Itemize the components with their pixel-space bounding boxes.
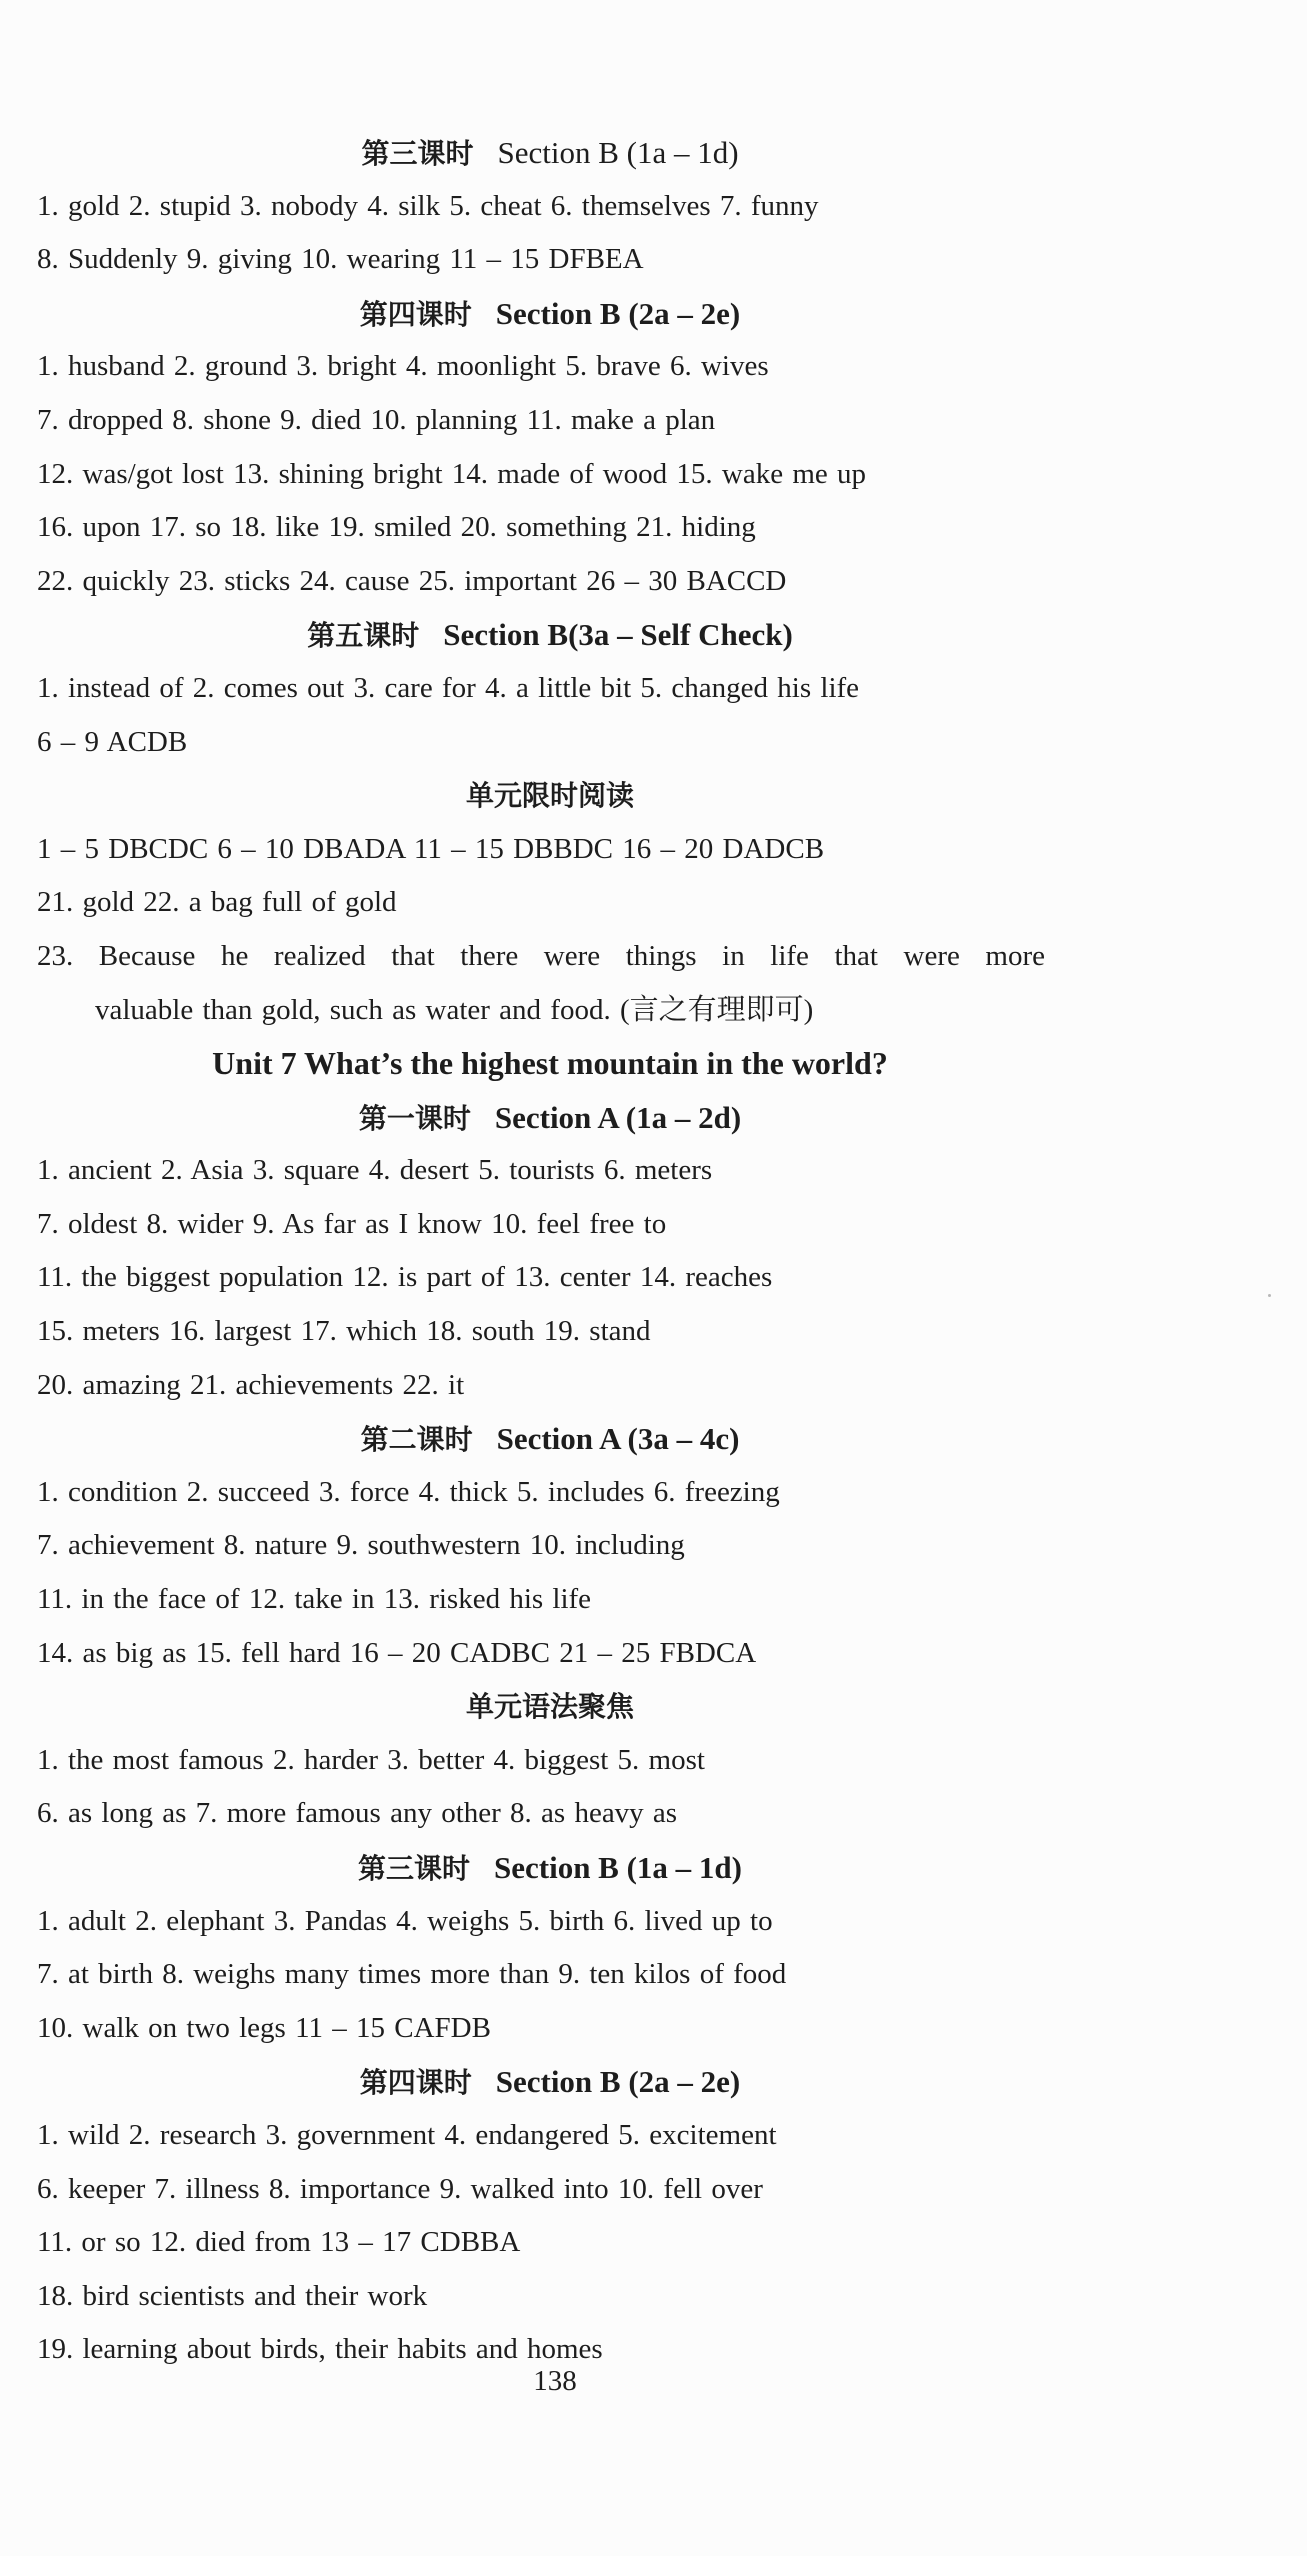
section-label: Section B (1a – 1d) [494, 1850, 742, 1885]
answer-line: 1 – 5 DBCDC 6 – 10 DBADA 11 – 15 DBBDC 16 – 20 DADCB [37, 832, 825, 865]
section-label: Section B (1a – 1d) [497, 135, 739, 170]
answer-line: 7. achievement 8. nature 9. southwestern 10. including [37, 1529, 685, 1562]
answer-line: 14. as big as 15. fell hard 16 – 20 CADBC 21 – 25 FBDCA [37, 1636, 757, 1669]
section-heading [0, 2055, 1100, 2109]
section-label: Section B (2a – 2e) [495, 2064, 741, 2100]
answer-line: 7. at birth 8. weighs many times more than 9. ten kilos of food [37, 1958, 787, 1991]
section-heading [0, 608, 1100, 662]
unit-title: Unit 7 What’s the highest mountain in the world? [212, 1045, 888, 1082]
answer-line: 6 – 9 ACDB [37, 725, 188, 758]
answer-line: 21. gold 22. a bag full of gold [37, 886, 397, 919]
answer-line: 16. upon 17. so 18. like 19. smiled 20. something 21. hiding [37, 511, 756, 544]
section-heading [0, 1412, 1100, 1466]
answer-line: 1. gold 2. stupid 3. nobody 4. silk 5. cheat 6. themselves 7. funny [37, 189, 819, 222]
answer-line: 10. walk on two legs 11 – 15 CAFDB [37, 2011, 491, 2044]
answer-line: 1. the most famous 2. harder 3. better 4. biggest 5. most [37, 1743, 705, 1776]
answer-line: 15. meters 16. largest 17. which 18. south 19. stand [37, 1315, 651, 1348]
answer-line: 1. ancient 2. Asia 3. square 4. desert 5. tourists 6. meters [37, 1154, 713, 1187]
scan-speck [1268, 1294, 1271, 1297]
answer-line: 1. condition 2. succeed 3. force 4. thick 5. includes 6. freezing [37, 1475, 780, 1508]
answer-line: 1. instead of 2. comes out 3. care for 4. a little bit 5. changed his life [37, 671, 860, 704]
lesson-label: 第三课时 [361, 137, 474, 170]
section-heading [0, 126, 1100, 180]
answer-line: 7. oldest 8. wider 9. As far as I know 10. feel free to [37, 1207, 667, 1240]
answer-line: 11. in the face of 12. take in 13. risked his life [37, 1583, 592, 1616]
unit-section-heading: 单元语法聚焦 [465, 1690, 634, 1724]
answer-line: 18. bird scientists and their work [37, 2279, 428, 2312]
lesson-label: 第五课时 [307, 619, 420, 653]
lesson-label: 第一课时 [358, 1101, 471, 1135]
section-heading [0, 1091, 1100, 1145]
answer-line: 6. keeper 7. illness 8. importance 9. walked into 10. fell over [37, 2172, 763, 2205]
lesson-label: 第四课时 [359, 297, 472, 331]
unit-section-heading: 单元限时阅读 [465, 779, 634, 813]
answer-line: 1. adult 2. elephant 3. Pandas 4. weighs 5. birth 6. lived up to [37, 1904, 773, 1937]
lesson-label: 第三课时 [357, 1852, 470, 1885]
answer-line: 11. the biggest population 12. is part of 13. center 14. reaches [37, 1261, 773, 1294]
answer-line: 6. as long as 7. more famous any other 8. as heavy as [37, 1797, 678, 1830]
answer-line: 8. Suddenly 9. giving 10. wearing 11 – 15 DFBEA [37, 243, 644, 276]
answer-line: 11. or so 12. died from 13 – 17 CDBBA [37, 2226, 521, 2259]
answer-line: valuable than gold, such as water and food. (言之有理即可) [95, 993, 814, 1026]
answer-line: 20. amazing 21. achievements 22. it [37, 1368, 465, 1401]
section-label: Section B(3a – Self Check) [443, 617, 793, 653]
lesson-label: 第二课时 [360, 1423, 473, 1457]
page-number: 138 [533, 2365, 577, 2397]
answer-line: 1. wild 2. research 3. government 4. endangered 5. excitement [37, 2118, 777, 2151]
answer-line: 7. dropped 8. shone 9. died 10. planning 11. make a plan [37, 403, 716, 436]
answer-line: 19. learning about birds, their habits and homes [37, 2333, 603, 2366]
section-label: Section A (3a – 4c) [496, 1421, 740, 1457]
answer-content [0, 126, 1307, 2377]
answer-line: 12. was/got lost 13. shining bright 14. made of wood 15. wake me up [37, 457, 867, 490]
section-label: Section B (2a – 2e) [495, 295, 741, 331]
section-label: Section A (1a – 2d) [494, 1099, 742, 1135]
section-heading [0, 1841, 1100, 1895]
answer-line: 23. Because he realized that there were things in life that were more [37, 939, 1045, 972]
lesson-label: 第四课时 [359, 2066, 472, 2100]
section-heading [0, 287, 1100, 341]
answer-line: 22. quickly 23. sticks 24. cause 25. important 26 – 30 BACCD [37, 564, 787, 597]
answer-line: 1. husband 2. ground 3. bright 4. moonlight 5. brave 6. wives [37, 350, 769, 383]
